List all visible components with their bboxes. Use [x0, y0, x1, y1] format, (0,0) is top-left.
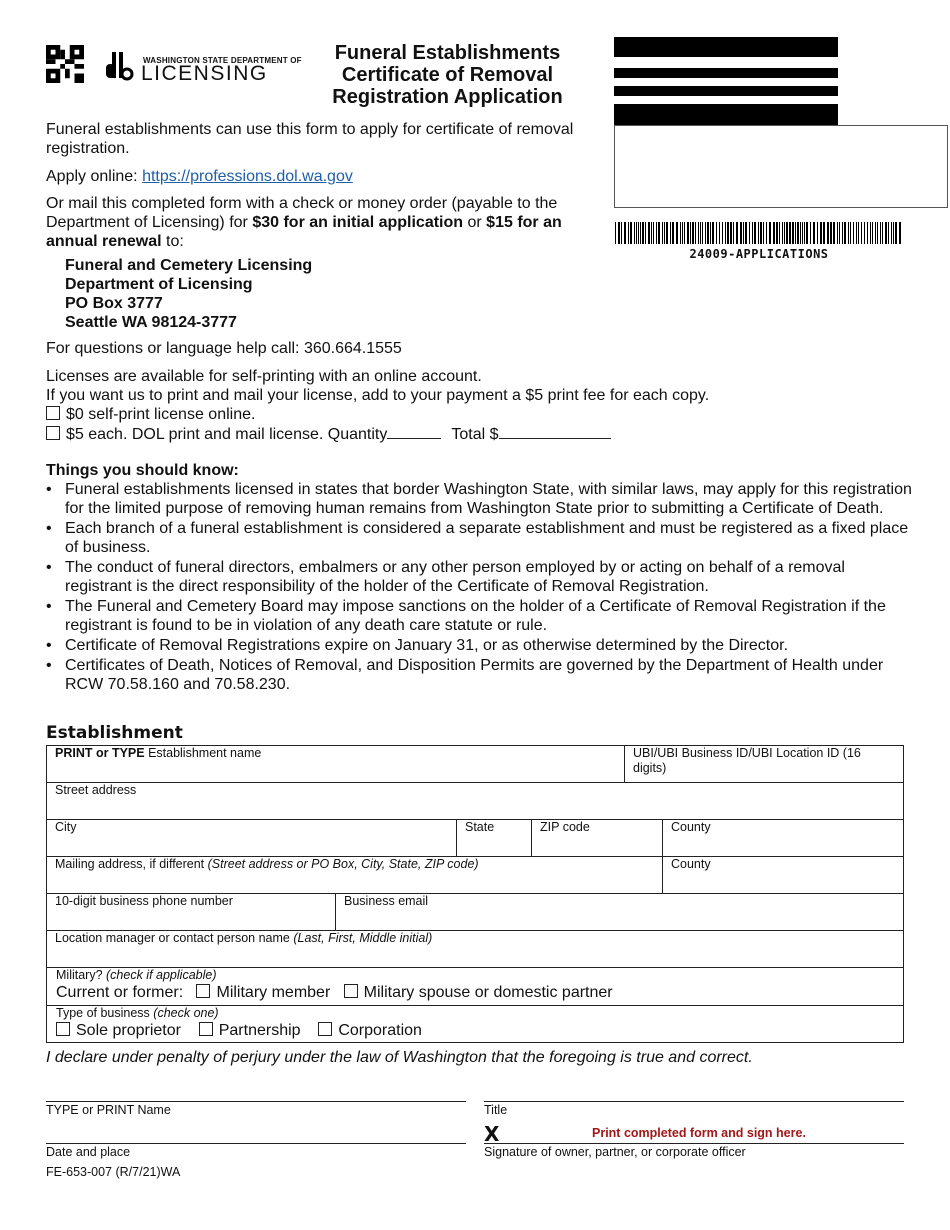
- know-list: [46, 480, 916, 695]
- barcode-bar: [823, 222, 825, 244]
- barcode-bar: [634, 222, 635, 244]
- mailing-address: [65, 256, 312, 332]
- corporation-label: Corporation: [338, 1022, 422, 1039]
- barcode-bar: [806, 222, 808, 244]
- barcode-bar: [776, 222, 778, 244]
- barcode-bar: [895, 222, 897, 244]
- initial-fee: $30 for an initial application: [252, 214, 464, 231]
- declaration-text: I declare under penalty of perjury under the law of Washington that the foregoing is true and correct.: [46, 1049, 753, 1066]
- barcode-bar: [628, 222, 629, 244]
- business-type-label: Type of business: [56, 1006, 154, 1020]
- barcode-bar: [690, 222, 691, 244]
- establishment-name-field[interactable]: [47, 746, 625, 782]
- apply-online-label: Apply online:: [46, 168, 143, 185]
- barcode-bar: [662, 222, 663, 244]
- manager-name-field[interactable]: [47, 931, 903, 967]
- self-print-option: [46, 405, 255, 424]
- barcode-bar: [848, 222, 849, 244]
- title-line: Funeral Establishments: [334, 42, 561, 64]
- mail-instructions: [46, 194, 586, 251]
- military-hint: (check if applicable): [106, 968, 217, 982]
- dol-print-label: $5 each. DOL print and mail license. Quantity: [66, 426, 388, 443]
- military-spouse-label: Military spouse or domestic partner: [363, 984, 613, 1001]
- business-type-section: [47, 1006, 903, 1043]
- barcode-bar: [707, 222, 709, 244]
- barcode-bar: [784, 222, 785, 244]
- barcode-bar: [695, 222, 696, 244]
- barcode-bar: [719, 222, 720, 244]
- barcode-bar: [830, 222, 832, 244]
- barcode-bar: [861, 222, 862, 244]
- mailing-address-field[interactable]: [47, 857, 663, 893]
- barcode-bar: [769, 222, 771, 244]
- list-item: • Each branch of a funeral establishment is considered a separate establishment and must be registered as a fixed place of business.: [46, 519, 916, 557]
- table-row: [47, 746, 903, 783]
- street-address-label: Street address: [55, 783, 137, 797]
- barcode-bar: [680, 222, 681, 244]
- barcode-bar: [813, 222, 815, 244]
- address-line: Funeral and Cemetery Licensing: [65, 257, 313, 274]
- military-member-checkbox[interactable]: [196, 984, 210, 998]
- mailing-address-hint: (Street address or PO Box, City, State, ZIP code): [207, 857, 479, 871]
- print-type-label: PRINT or TYPE: [55, 746, 145, 760]
- barcode-bar: [763, 222, 764, 244]
- ubi-label: UBI/UBI Business ID/UBI Location ID (16 digits): [633, 746, 861, 775]
- current-former-label: Current or former:: [56, 984, 184, 1001]
- street-address-field[interactable]: [47, 783, 903, 819]
- table-row: [47, 820, 903, 857]
- barcode-bar: [844, 222, 846, 244]
- barcode-bar: [885, 222, 887, 244]
- barcode-bar: [725, 222, 726, 244]
- military-member-label: Military member: [216, 984, 331, 1001]
- barcode-bar: [800, 222, 801, 244]
- office-use-box: [614, 125, 948, 208]
- barcode-bar: [672, 222, 674, 244]
- signature-x-mark: X: [484, 1122, 500, 1146]
- barcode-bar: [754, 222, 756, 244]
- total-field[interactable]: [499, 424, 611, 439]
- title-label: Title: [484, 1103, 508, 1117]
- barcode-bar: [727, 222, 729, 244]
- title-line-field[interactable]: [484, 1101, 904, 1102]
- barcode-bar: [664, 222, 665, 244]
- table-row: [47, 1006, 903, 1043]
- barcode-bar: [789, 222, 791, 244]
- barcode-bar: [640, 222, 641, 244]
- barcode-bar: [773, 222, 775, 244]
- military-spouse-checkbox[interactable]: [344, 984, 358, 998]
- establishment-heading: Establishment: [46, 723, 183, 743]
- barcode-bar: [653, 222, 654, 244]
- print-info: Licenses are available for self-printing with an online account.: [46, 368, 482, 385]
- county-label: County: [671, 857, 711, 871]
- title-line: Registration Application: [332, 86, 563, 108]
- barcode-bar: [864, 222, 865, 244]
- list-item: • The conduct of funeral directors, embalmers or any other person employed by or acting on behalf of a removal registrant is the direct responsibility of the holder of the Certificate of Removal Registration.: [46, 558, 916, 596]
- questions-phone: For questions or language help call: 360.664.1555: [46, 340, 402, 357]
- barcode-bar: [749, 222, 750, 244]
- barcode-bar: [872, 222, 873, 244]
- mail-text: Or mail this completed form with a check or money order (payable to the Department of Licensing) for: [46, 195, 558, 231]
- list-item: • Funeral establishments licensed in states that border Washington State, with similar laws, may apply for this registration for the limited purpose of removing human remains from Washington State prior to submitting a Certificate of Death.: [46, 480, 916, 518]
- barcode-bar: [850, 222, 851, 244]
- barcode-bar: [670, 222, 671, 244]
- title-line: Certificate of Removal: [341, 64, 554, 86]
- barcode-label: 24009-APPLICATIONS: [689, 247, 829, 261]
- manager-hint: (Last, First, Middle initial): [293, 931, 433, 945]
- zip-label: ZIP code: [540, 820, 590, 834]
- office-use-bar: [614, 86, 838, 96]
- list-item: • The Funeral and Cemetery Board may impose sanctions on the holder of a Certificate of Removal Registration if the registrant is found to be in violation of any death care statute or rule.: [46, 597, 916, 635]
- barcode-bar: [692, 222, 694, 244]
- barcode-bar: [833, 222, 835, 244]
- barcode-bar: [760, 222, 762, 244]
- county-label: County: [671, 820, 711, 834]
- print-fee-info: If you want us to print and mail your license, add to your payment a $5 print fee for each copy.: [46, 387, 710, 404]
- corporation-checkbox[interactable]: [318, 1022, 332, 1036]
- barcode-bar: [817, 222, 818, 244]
- barcode-bar: [779, 222, 780, 244]
- dol-logo-icon: [102, 50, 134, 82]
- barcode-bar: [786, 222, 788, 244]
- quantity-field[interactable]: [387, 424, 441, 439]
- table-row: [47, 931, 903, 968]
- business-type-options: [56, 1022, 422, 1039]
- barcode-bar: [792, 222, 794, 244]
- state-label: State: [465, 820, 495, 834]
- barcode-bar: [888, 222, 889, 244]
- qr-code-icon: [46, 45, 84, 83]
- barcode-bar: [651, 222, 652, 244]
- barcode-bar: [733, 222, 734, 244]
- military-options: [56, 984, 613, 1001]
- barcode-bar: [743, 222, 744, 244]
- partnership-checkbox[interactable]: [199, 1022, 213, 1036]
- table-row: [47, 783, 903, 820]
- barcode-bar: [630, 222, 632, 244]
- barcode-bar: [658, 222, 660, 244]
- dol-print-checkbox[interactable]: [46, 426, 60, 440]
- barcode-bar: [642, 222, 644, 244]
- know-heading: Things you should know:: [46, 462, 239, 479]
- barcode-bar: [682, 222, 683, 244]
- barcode-bar: [700, 222, 701, 244]
- table-row: [47, 857, 903, 894]
- barcode-bar: [782, 222, 783, 244]
- barcode-bar: [870, 222, 871, 244]
- address-line: Seattle WA 98124-3777: [65, 314, 237, 331]
- email-field[interactable]: [336, 894, 903, 930]
- barcode-bar: [656, 222, 657, 244]
- establishment-table: [46, 745, 904, 1043]
- mail-text: or: [463, 214, 487, 231]
- state-field[interactable]: [457, 820, 532, 856]
- barcode-bar: [712, 222, 714, 244]
- self-print-checkbox[interactable]: [46, 406, 60, 420]
- name-line[interactable]: [46, 1101, 466, 1102]
- barcode-bar: [882, 222, 883, 244]
- barcode-bar: [687, 222, 689, 244]
- renewal-fee: $15 for an annual renewal: [46, 214, 562, 250]
- date-place-line[interactable]: [46, 1143, 466, 1144]
- intro-text: Funeral establishments can use this form to apply for certificate of removal registration.: [46, 121, 574, 157]
- signature-label: Signature of owner, partner, or corporate officer: [484, 1145, 746, 1159]
- list-item: • Certificates of Death, Notices of Removal, and Disposition Permits are governed by the Department of Health under RCW 70.58.160 and 70.58.230.: [46, 656, 916, 694]
- barcode-bar: [893, 222, 894, 244]
- signature-line[interactable]: [484, 1143, 904, 1144]
- table-row: [47, 894, 903, 931]
- sole-proprietor-checkbox[interactable]: [56, 1022, 70, 1036]
- establishment-name-label: Establishment name: [144, 746, 262, 760]
- zip-field[interactable]: [532, 820, 663, 856]
- county-field[interactable]: [663, 820, 903, 856]
- form-title: [300, 42, 595, 108]
- business-type-hint: (check one): [153, 1006, 219, 1020]
- barcode-bar: [839, 222, 840, 244]
- barcode-bar: [684, 222, 685, 244]
- barcode-bar: [810, 222, 811, 244]
- barcode-bar: [867, 222, 868, 244]
- dol-print-option: [46, 424, 611, 444]
- mailing-county-field[interactable]: [663, 857, 903, 893]
- barcode-bar: [795, 222, 796, 244]
- barcode-bar: [745, 222, 747, 244]
- list-item: • Certificate of Removal Registrations expire on January 31, or as otherwise determined by the Director.: [46, 636, 916, 655]
- barcode-bar: [624, 222, 626, 244]
- barcode-bar: [856, 222, 857, 244]
- total-label: Total $: [451, 426, 499, 443]
- manager-label: Location manager or contact person name: [55, 931, 294, 945]
- military-section: [47, 968, 903, 1005]
- office-use-bar: [614, 68, 838, 78]
- barcode-bar: [766, 222, 767, 244]
- date-place-label: Date and place: [46, 1145, 131, 1159]
- barcode-bar: [804, 222, 805, 244]
- barcode-bar: [875, 222, 876, 244]
- barcode-bar: [618, 222, 620, 244]
- barcode-bar: [615, 222, 616, 244]
- barcode-bar: [666, 222, 668, 244]
- form-id: FE-653-007 (R/7/21)WA: [46, 1165, 181, 1179]
- barcode-bar: [752, 222, 753, 244]
- apply-online-link[interactable]: https://professions.dol.wa.gov: [142, 168, 353, 185]
- barcode-bar: [740, 222, 742, 244]
- partnership-label: Partnership: [218, 1022, 301, 1039]
- barcode-bar: [716, 222, 717, 244]
- barcode-bar: [837, 222, 838, 244]
- self-print-label: $0 self-print license online.: [66, 406, 256, 423]
- barcode-bar: [705, 222, 706, 244]
- barcode-bar: [638, 222, 639, 244]
- barcode-bar: [621, 222, 622, 244]
- city-field[interactable]: [47, 820, 457, 856]
- office-use-bar: [614, 37, 838, 57]
- barcode-bar: [853, 222, 854, 244]
- barcode-bar: [802, 222, 803, 244]
- phone-label: 10-digit business phone number: [55, 894, 233, 908]
- phone-field[interactable]: [47, 894, 336, 930]
- barcode-bar: [891, 222, 892, 244]
- office-use-bar: [614, 104, 838, 126]
- address-line: PO Box 3777: [65, 295, 163, 312]
- barcode-bar: [702, 222, 703, 244]
- barcode-bar: [722, 222, 723, 244]
- military-label: Military?: [56, 968, 107, 982]
- barcode-bar: [877, 222, 878, 244]
- sign-here-note: Print completed form and sign here.: [592, 1126, 806, 1140]
- table-row: [47, 968, 903, 1006]
- barcode-bar: [636, 222, 637, 244]
- ubi-field[interactable]: [625, 746, 903, 782]
- barcode-bar: [827, 222, 829, 244]
- licensing-logo-text: LICENSING: [141, 62, 268, 85]
- email-label: Business email: [344, 894, 429, 908]
- barcode-bar: [858, 222, 859, 244]
- apply-online: [46, 167, 353, 186]
- barcode-bar: [676, 222, 678, 244]
- barcode-bar: [758, 222, 759, 244]
- barcode-bar: [730, 222, 732, 244]
- barcode-bar: [899, 222, 901, 244]
- department-label: WASHINGTON STATE DEPARTMENT OF: [143, 56, 302, 65]
- name-label: TYPE or PRINT Name: [46, 1103, 171, 1117]
- mail-text: to:: [161, 233, 184, 250]
- barcode-bar: [710, 222, 711, 244]
- sole-proprietor-label: Sole proprietor: [76, 1022, 181, 1039]
- barcode-bar: [797, 222, 799, 244]
- barcode-bar: [736, 222, 738, 244]
- barcode-bar: [842, 222, 843, 244]
- barcode-bar: [820, 222, 822, 244]
- barcode-icon: [614, 222, 904, 244]
- city-label: City: [55, 820, 77, 834]
- barcode-bar: [645, 222, 646, 244]
- mailing-address-label: Mailing address, if different: [55, 857, 208, 871]
- barcode-bar: [880, 222, 881, 244]
- address-line: Department of Licensing: [65, 276, 253, 293]
- barcode-bar: [648, 222, 650, 244]
- barcode-bar: [698, 222, 699, 244]
